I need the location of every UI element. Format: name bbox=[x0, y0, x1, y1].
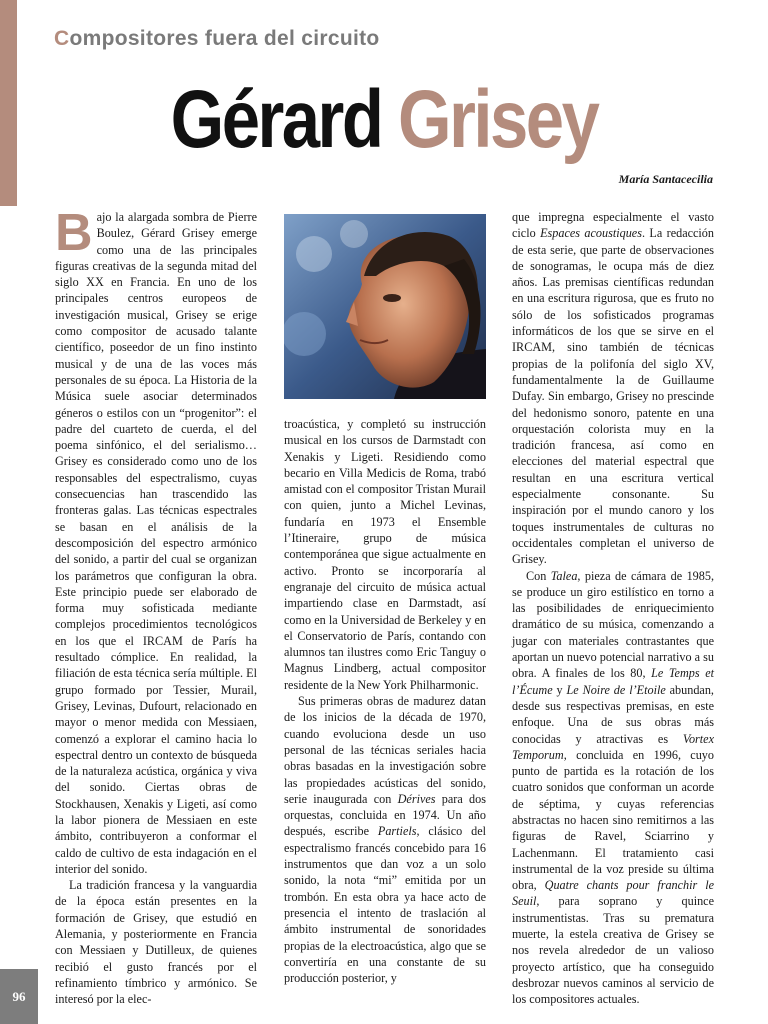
paragraph: Sus primeras obras de madurez datan de los inicios de la década de 1970, cuando evoluciona desde un uso personal de las técnicas seriales hacia obras basadas en la investigación sobre las propiedades acústicas del sonido, serie inaugurada con Dérives para dos orquestas, concluida en 1974. Un año después, escribe Partiels, clásico del espectralismo francés concebido para 16 instrumentos que dan voz a un solo sonido, la nota “mi” emitida por un trombón. En esta obra ya hace acto de presencia el intento de traslación al ámbito instrumental de sonoridades propias de la electroacústica, algo que se convertiría en una constante de su producción posterior, y bbox=[284, 694, 486, 986]
drop-cap: B bbox=[55, 204, 93, 262]
work-title: Dérives bbox=[397, 791, 436, 806]
decorative-side-bar bbox=[0, 0, 17, 206]
work-title: Le Temps et l’Écume bbox=[512, 666, 714, 697]
paragraph: que impregna especialmente el vasto ciclo Espaces acoustiques. La redacción de esta serie, que parte de observaciones de sonogramas, le ocupa más de diez años. Las premisas científicas redundan en una escritura rigurosa, que es fruto no sólo de los sofisticados programas informáticos de los que se sirve en el IRCAM, sino también de técnicas propias de la polifonía del siglo XV, fundamentalmente la de Guillaume Dufay. Sin embargo, Grisey no prescinde del hedonismo sonoro, patente en una orquestación colorista muy en la tradición francesa, así como en elecciones del material espectral que resultan en una escritura vertical especialmente consonante. Su inspiración por el mundo canoro y los toques instrumentales de culturas no occidentales completan el universo de Grisey. bbox=[512, 210, 714, 567]
section-initial: C bbox=[54, 27, 70, 50]
work-title: Talea bbox=[550, 568, 578, 583]
work-title: Quatre chants pour franchir le Seuil bbox=[512, 878, 715, 909]
composer-portrait-photo bbox=[284, 214, 486, 399]
paragraph: Con Talea, pieza de cámara de 1985, se produce un giro estilístico en torno a las posibilidades de enriquecimiento dramático de su música, comenzando a jugar con materiales contrastantes que aportan un nuevo potencial narrativo a su obra. A finales de los 80, Le Temps et l’Écume y Le Noire de l’Etoile abundan, desde sus respectivas premisas, en este enfoque. Una de sus obras más conocidas y atractivas es Vortex Temporum, concluida en 1996, cuyo punto de partida es la rotación de los cuatro sonidos que conforman un acorde de séptima, y cuyas referencias abstractas no hacen sino remitirnos a las figuras de Ravel, Sciarrino y Lachenmann. El tratamiento casi instrumental de la voz preside su última obra, Quatre chants pour franchir le Seuil, para soprano y quince instrumentistas. Tras su prematura muerte, la estela creativa de Grisey se nos revela alrededor de un valioso proyecto artístico, que ha conseguido desbrozar nuevos caminos al servicio de los compositores actuales. bbox=[512, 568, 715, 1007]
page-number: 96 bbox=[0, 969, 38, 1024]
work-title: Espaces acoustiques bbox=[540, 226, 642, 241]
text-column-3 bbox=[512, 209, 714, 1008]
work-title: Partiels bbox=[377, 824, 417, 839]
paragraph bbox=[55, 204, 257, 877]
work-title: Le Noire de l’Etoile bbox=[566, 682, 666, 697]
title-first-name: Gérard bbox=[170, 74, 382, 165]
paragraph: troacústica, y completó su instrucción musical en los cursos de Darmstadt con Xenakis y Ligeti. Residiendo como becario en Villa Medicis de Roma, trabó amistad con el compositor Tristan Murail con quien, junto a Michel Levinas, fundaría en 1973 el Ensemble l’Itineraire, grupo de música contemporánea que sigue actualmente en activo. Pronto se incorporaría al engranaje del circuito de música actual impartiendo clase en Darmstadt, así como en la Universidad de Berkeley y en el Conservatorio de París, contando con alumnos tan ilustres como Eric Tanguy o Magnus Lindberg, actual compositor residente de la New York Philharmonic. bbox=[284, 417, 486, 692]
text-column-1 bbox=[55, 204, 257, 1008]
title-last-name: Grisey bbox=[398, 74, 598, 165]
author-byline: María Santacecilia bbox=[618, 172, 713, 186]
section-heading bbox=[54, 27, 380, 51]
paragraph-text: ajo la alargada sombra de Pierre Boulez, Gérard Grisey emerge como una de las principales figuras creativas de la segunda mitad del siglo XX en Francia. En uno de los principales centros europeos de investigación musical, Grisey se erige como compositor de acusado talante científico, poseedor de un fino instinto musical y de una de las voces más personales de su época. La Historia de la Música suele asociar determinados géneros o estilos con un “progenitor”: el padre del cuarteto de cuerda, el del poema sinfónico, el del serialismo… Grisey es considerado como uno de los responsables del espectralismo, cuyas consecuencias han trascendido las fronteras galas. Las técnicas espectrales se basan en el análisis de la descomposición del espectro armónico del sonido, a partir del cual se organizan los parámetros que configuran la obra. Este principio puede ser elaborado de forma muy sofisticada mediante complejos procedimientos tecnológicos en los que el IRCAM de París ha resultado cómplice. En realidad, la filiación de esta técnica sería múltiple. El grupo formado por Tessier, Murail, Grisey, Levinas, Dufourt, relacionado en mayor o menor medida con Messiaen, comenzó a explorar el camino hacia lo espectral dentro un contexto de búsqueda de la naturaleza acústica, orgánica y viva del sonido. Ciertas obras de Stockhausen, Xenakis y Ligeti, así como la labor pionera de Messiaen en este ámbito, contribuyeron a conformar el caldo de cultivo de esta indagación en el interior del sonido. bbox=[55, 210, 257, 876]
article-title bbox=[61, 70, 706, 170]
text-column-2 bbox=[284, 416, 486, 986]
work-title: Vortex Temporum bbox=[512, 731, 714, 762]
paragraph: La tradición francesa y la vanguardia de la época están presentes en la formación de Grisey, que estudió en Alemania, y posteriormente en Francia con Messiaen y Dutilleux, de quienes recibió el gusto francés por el refinamiento tímbrico y armónico. Se interesó por la elec- bbox=[55, 878, 257, 1007]
section-heading-rest: ompositores fuera del circuito bbox=[69, 27, 380, 50]
